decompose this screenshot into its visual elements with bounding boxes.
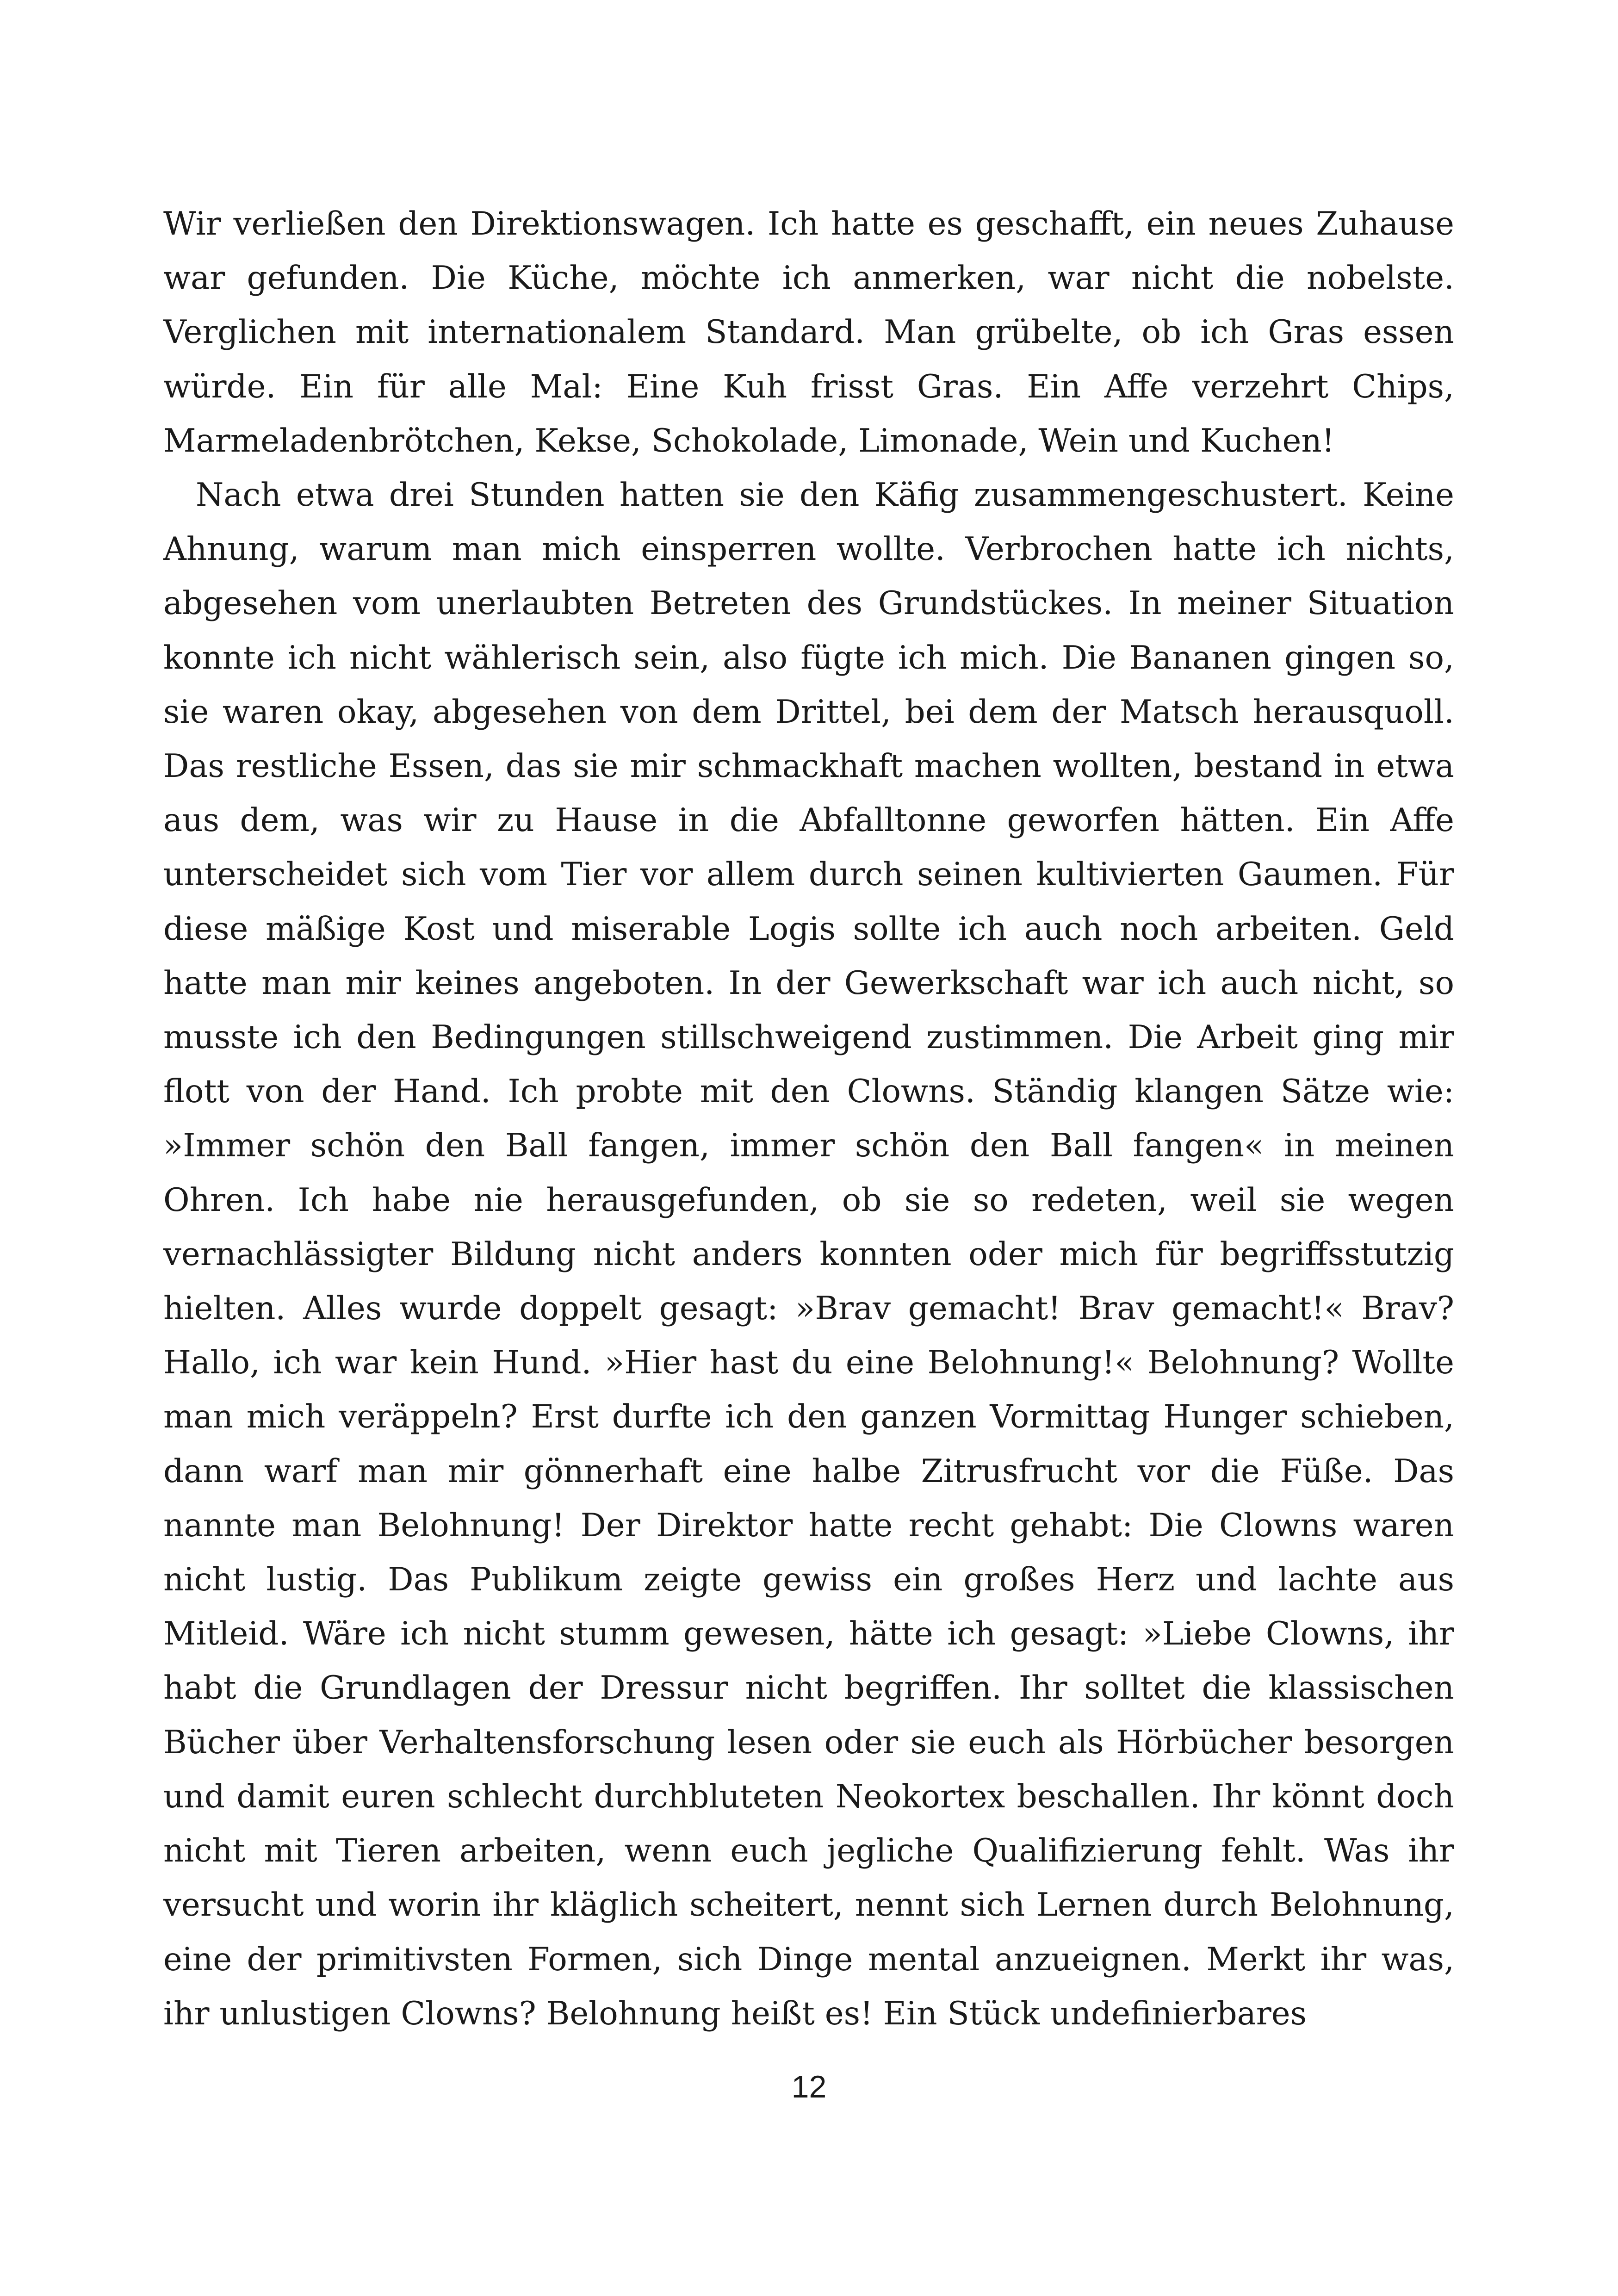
- paragraph-1: Wir verließen den Direktionswagen. Ich hatte es geschafft, ein neues Zuhause war gefunden. Die Küche, möchte ich anmerken, war nicht die nobelste. Verglichen mit internationalem Standard. Man grübelte, ob ich Gras essen würde. Ein für alle Mal: Eine Kuh frisst Gras. Ein Affe verzehrt Chips, Marmeladenbrötchen, Kekse, Schokolade, Limonade, Wein und Kuchen!: [163, 205, 1454, 459]
- page-number: 12: [791, 2069, 827, 2104]
- paragraph-2: Nach etwa drei Stunden hatten sie den Käfig zusammengeschustert. Keine Ahnung, warum man mich einsperren wollte. Verbrochen hatte ich nichts, abgesehen vom unerlaubten Betreten des Grundstückes. In meiner Situation konnte ich nicht wählerisch sein, also fügte ich mich. Die Bananen gingen so, sie waren okay, abgesehen von dem Drittel, bei dem der Matsch herausquoll. Das restliche Essen, das sie mir schmackhaft machen wollten, bestand in etwa aus dem, was wir zu Hause in die Abfalltonne geworfen hätten. Ein Affe unterscheidet sich vom Tier vor allem durch seinen kultivierten Gaumen. Für diese mäßige Kost und miserable Logis sollte ich auch noch arbeiten. Geld hatte man mir keines angeboten. In der Gewerkschaft war ich auch nicht, so musste ich den Bedingungen stillschweigend zustimmen. Die Arbeit ging mir flott von der Hand. Ich probte mit den Clowns. Ständig klangen Sätze wie: »Immer schön den Ball fangen, immer schön den Ball fangen« in meinen Ohren. Ich habe nie herausgefunden, ob sie so redeten, weil sie wegen vernachlässigter Bildung nicht anders konnten oder mich für begriffsstutzig hielten. Alles wurde doppelt gesagt: »Brav gemacht! Brav gemacht!« Brav? Hallo, ich war kein Hund. »Hier hast du eine Belohnung!« Belohnung? Wollte man mich veräppeln? Erst durfte ich den ganzen Vormittag Hunger schieben, dann warf man mir gönnerhaft eine halbe Zitrusfrucht vor die Füße. Das nannte man Belohnung! Der Direktor hatte recht gehabt: Die Clowns waren nicht lustig. Das Publikum zeigte gewiss ein großes Herz und lachte aus Mitleid. Wäre ich nicht stumm gewesen, hätte ich gesagt: »Liebe Clowns, ihr habt die Grundlagen der Dressur nicht begriffen. Ihr solltet die klassischen Bücher über Verhaltensforschung lesen oder sie euch als Hörbücher besorgen und damit euren schlecht durchbluteten Neokortex beschallen. Ihr könnt doch nicht mit Tieren arbeiten, wenn euch jegliche Qualifizierung fehlt. Was ihr versucht und worin ihr kläglich scheitert, nennt sich Lernen durch Belohnung, eine der primitivsten Formen, sich Dinge mental anzueignen. Merkt ihr was, ihr unlustigen Clowns? Belohnung heißt es! Ein Stück undefinierbares: [163, 477, 1454, 2032]
- body-text: [163, 197, 1454, 2041]
